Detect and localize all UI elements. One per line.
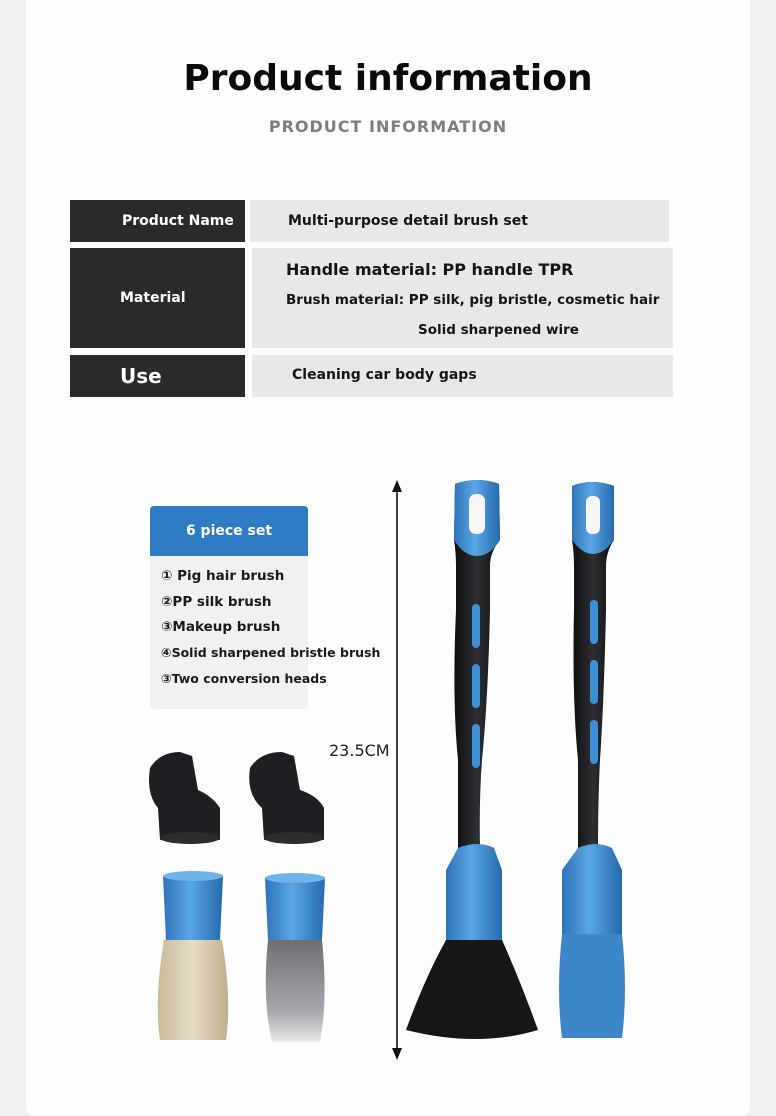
material-wire-line: Solid sharpened wire (418, 322, 579, 338)
set-item-pig-hair: ① Pig hair brush (161, 568, 285, 584)
material-value (252, 248, 673, 348)
page-title: Product information (183, 58, 593, 99)
material-label: Material (70, 248, 245, 348)
material-handle-line: Handle material: PP handle TPR (286, 260, 574, 279)
set-item-sharpened: ④Solid sharpened bristle brush (161, 645, 381, 660)
set-item-makeup: ③Makeup brush (161, 619, 281, 635)
set-item-conversion-heads: ③Two conversion heads (161, 671, 327, 686)
set-heading: 6 piece set (150, 506, 308, 556)
product-card (26, 0, 750, 1116)
use-label: Use (70, 355, 245, 397)
set-item-pp-silk: ②PP silk brush (161, 594, 272, 610)
length-label: 23.5CM (329, 741, 390, 760)
product-name-label: Product Name (70, 200, 245, 242)
use-value: Cleaning car body gaps (252, 355, 673, 397)
product-name-value: Multi-purpose detail brush set (250, 200, 669, 242)
material-brush-line: Brush material: PP silk, pig bristle, cosmetic hair (286, 292, 660, 308)
page-subtitle: PRODUCT INFORMATION (268, 117, 508, 136)
